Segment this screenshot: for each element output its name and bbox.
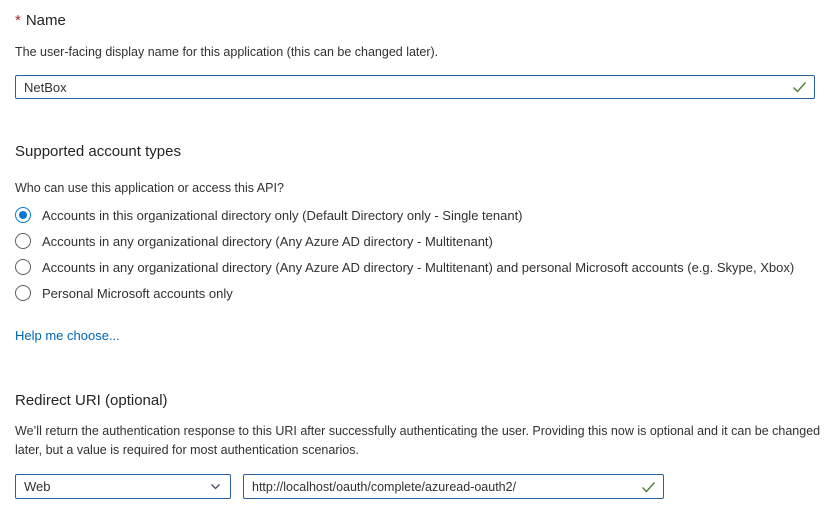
- required-asterisk: *: [15, 12, 21, 29]
- radio-unselected-icon[interactable]: [15, 233, 31, 249]
- account-type-option[interactable]: [15, 202, 794, 228]
- account-types-question: Who can use this application or access this API?: [15, 181, 284, 195]
- account-type-option[interactable]: [15, 280, 794, 306]
- name-field-heading: [15, 11, 66, 31]
- radio-unselected-icon[interactable]: [15, 285, 31, 301]
- radio-selected-icon[interactable]: [15, 207, 31, 223]
- name-input-box[interactable]: [15, 75, 815, 99]
- chevron-down-icon: [209, 480, 222, 493]
- redirect-uri-description: We’ll return the authentication response to this URI after successfully authenticating the user. Providing this now is optional and it can be changed later, but a value is required for most authentication scenarios.: [15, 424, 821, 457]
- account-type-option-label: Accounts in any organizational directory (Any Azure AD directory - Multitenant) and personal Microsoft accounts (e.g. Skype, Xbox): [42, 259, 795, 275]
- account-type-options: [15, 202, 794, 306]
- account-type-option-label: Accounts in this organizational directory only (Default Directory only - Single tenant): [42, 207, 523, 223]
- name-description: The user-facing display name for this application (this can be changed later).: [15, 45, 439, 59]
- name-input[interactable]: [16, 76, 792, 98]
- radio-unselected-icon[interactable]: [15, 259, 31, 275]
- account-type-option[interactable]: [15, 228, 794, 254]
- platform-select-value: Web: [24, 479, 51, 494]
- redirect-uri-input[interactable]: [244, 475, 641, 498]
- help-me-choose-link[interactable]: Help me choose...: [15, 328, 120, 343]
- name-label: Name: [25, 12, 66, 29]
- platform-select[interactable]: [15, 474, 231, 499]
- valid-check-icon: [792, 81, 807, 93]
- account-type-option-label: Accounts in any organizational directory (Any Azure AD directory - Multitenant): [42, 233, 493, 249]
- redirect-uri-input-box[interactable]: [243, 474, 664, 499]
- valid-check-icon: [641, 481, 656, 493]
- account-type-option-label: Personal Microsoft accounts only: [42, 285, 233, 301]
- account-types-heading: Supported account types: [15, 143, 181, 160]
- redirect-uri-heading: Redirect URI (optional): [15, 392, 168, 409]
- account-type-option[interactable]: [15, 254, 794, 280]
